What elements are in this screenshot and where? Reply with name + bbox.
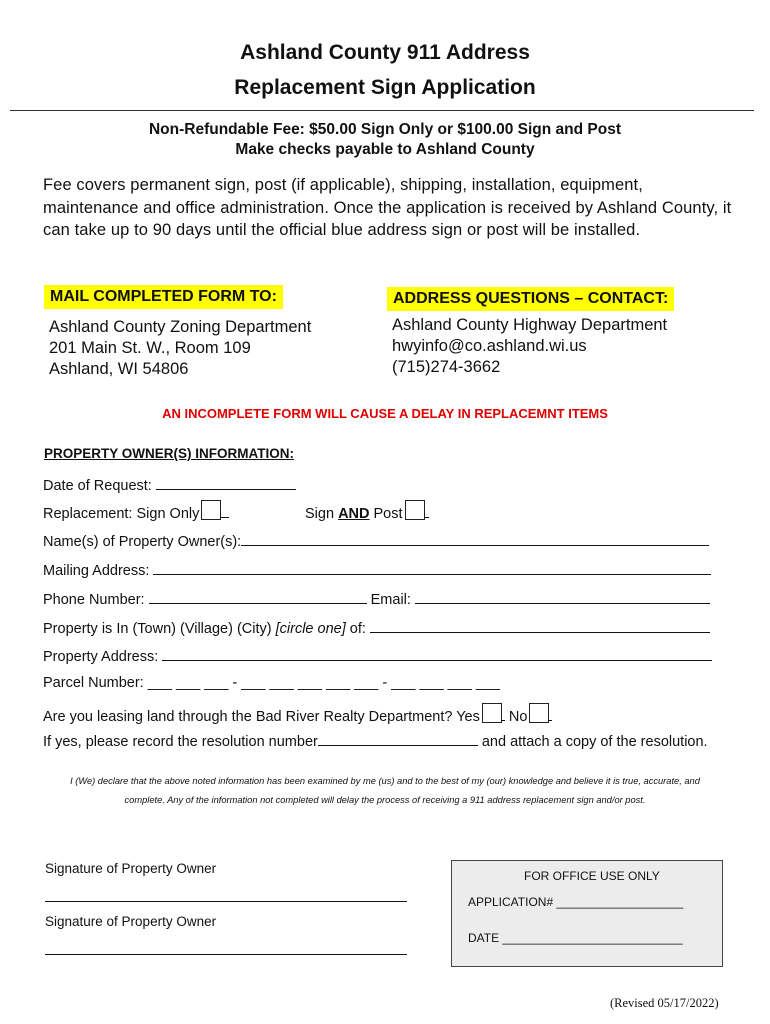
- fee-line: Non-Refundable Fee: $50.00 Sign Only or $100.00 Sign and Post: [148, 121, 621, 138]
- form-title-line1: Ashland County 911 Address: [240, 41, 530, 64]
- property-address-label: Property Address:: [43, 649, 159, 665]
- leasing-yes-checkbox[interactable]: [482, 703, 502, 723]
- leasing-no-checkbox[interactable]: [529, 703, 549, 723]
- and-label: AND: [338, 506, 370, 522]
- no-label: No: [508, 709, 528, 725]
- mailing-field[interactable]: [153, 560, 711, 575]
- application-number-field: APPLICATION# ___________________: [468, 895, 684, 909]
- office-use-box: [451, 860, 723, 967]
- email-label: Email:: [370, 592, 411, 608]
- section-heading: PROPERTY OWNER(S) INFORMATION:: [44, 446, 294, 461]
- contact-heading: ADDRESS QUESTIONS – CONTACT:: [387, 287, 674, 311]
- phone-label: Phone Number:: [43, 592, 145, 608]
- replacement-row: [43, 500, 229, 522]
- parcel-label: Parcel Number: ___ ___ ___ - ___ ___ ___ ___ ___ - ___ ___ ___ ___: [43, 675, 501, 691]
- resolution-row: [43, 731, 708, 750]
- signature-label-2: Signature of Property Owner: [45, 914, 217, 929]
- names-label: Name(s) of Property Owner(s):: [43, 534, 242, 550]
- sign-only-checkbox[interactable]: [201, 500, 221, 520]
- signature-label-1: Signature of Property Owner: [45, 861, 217, 876]
- of-label: of:: [345, 621, 366, 637]
- post-label: Post: [369, 506, 403, 522]
- sign-post-underline: [425, 503, 429, 518]
- mailing-row: [43, 560, 711, 579]
- sign-label: Sign: [305, 506, 339, 522]
- date-field[interactable]: [156, 475, 296, 490]
- sign-and-post-row: [305, 500, 429, 522]
- payable-line: Make checks payable to Ashland County: [235, 141, 535, 158]
- office-date-field: DATE ___________________________: [468, 931, 683, 945]
- mailing-label: Mailing Address:: [43, 563, 150, 579]
- signature-line-2[interactable]: [45, 954, 407, 955]
- date-label: Date of Request:: [43, 478, 152, 494]
- leasing-row: [43, 703, 552, 725]
- office-use-title: FOR OFFICE USE ONLY: [524, 869, 660, 883]
- phone-field[interactable]: [149, 589, 367, 604]
- form-title-line2: Replacement Sign Application: [234, 76, 536, 99]
- no-underline: [549, 706, 552, 721]
- property-in-label: Property is In (Town) (Village) (City): [43, 621, 276, 637]
- names-row: [43, 531, 709, 550]
- names-field[interactable]: [241, 531, 709, 546]
- title-divider: [10, 110, 754, 111]
- declaration-line2: complete. Any of the information not completed will delay the process of receiving a 911 address replacement sign and/or post.: [124, 795, 646, 805]
- email-field[interactable]: [415, 589, 710, 604]
- phone-row: [43, 589, 710, 608]
- mail-address: Ashland County Zoning Department 201 Main St. W., Room 109 Ashland, WI 54806: [49, 318, 312, 378]
- mail-heading: MAIL COMPLETED FORM TO:: [44, 285, 283, 309]
- resolution-suffix: and attach a copy of the resolution.: [477, 734, 708, 750]
- date-row: [43, 475, 296, 494]
- signature-line-1[interactable]: [45, 901, 407, 902]
- yes-underline: [502, 706, 505, 721]
- parcel-row[interactable]: [43, 675, 500, 691]
- property-address-row: [43, 646, 712, 665]
- sign-and-post-checkbox[interactable]: [405, 500, 425, 520]
- resolution-field[interactable]: [318, 731, 478, 746]
- contact-address: Ashland County Highway Department hwyinfo@co.ashland.wi.us (715)274-3662: [392, 316, 668, 376]
- revision-date: (Revised 05/17/2022): [610, 996, 719, 1010]
- municipality-field[interactable]: [370, 618, 710, 633]
- sign-only-underline: [221, 503, 229, 518]
- leasing-label: Are you leasing land through the Bad River Realty Department? Yes: [43, 709, 480, 725]
- circle-one-note: [circle one]: [275, 621, 346, 637]
- fee-description: Fee covers permanent sign, post (if applicable), shipping, installation, equipment, maintenance and office administration. Once the application is received by Ashland County, it can take up to 90 days until the official blue address sign or post will be installed.: [43, 176, 732, 239]
- resolution-label: If yes, please record the resolution number: [43, 734, 318, 750]
- replacement-label: Replacement: Sign Only: [43, 506, 200, 522]
- property-address-field[interactable]: [162, 646, 712, 661]
- declaration-line1: I (We) declare that the above noted information has been examined by me (us) and to the best of my (our) knowledge and believe it is true, accurate, and: [70, 776, 700, 786]
- property-in-row: [43, 618, 710, 637]
- incomplete-warning: AN INCOMPLETE FORM WILL CAUSE A DELAY IN REPLACEMNT ITEMS: [162, 406, 608, 421]
